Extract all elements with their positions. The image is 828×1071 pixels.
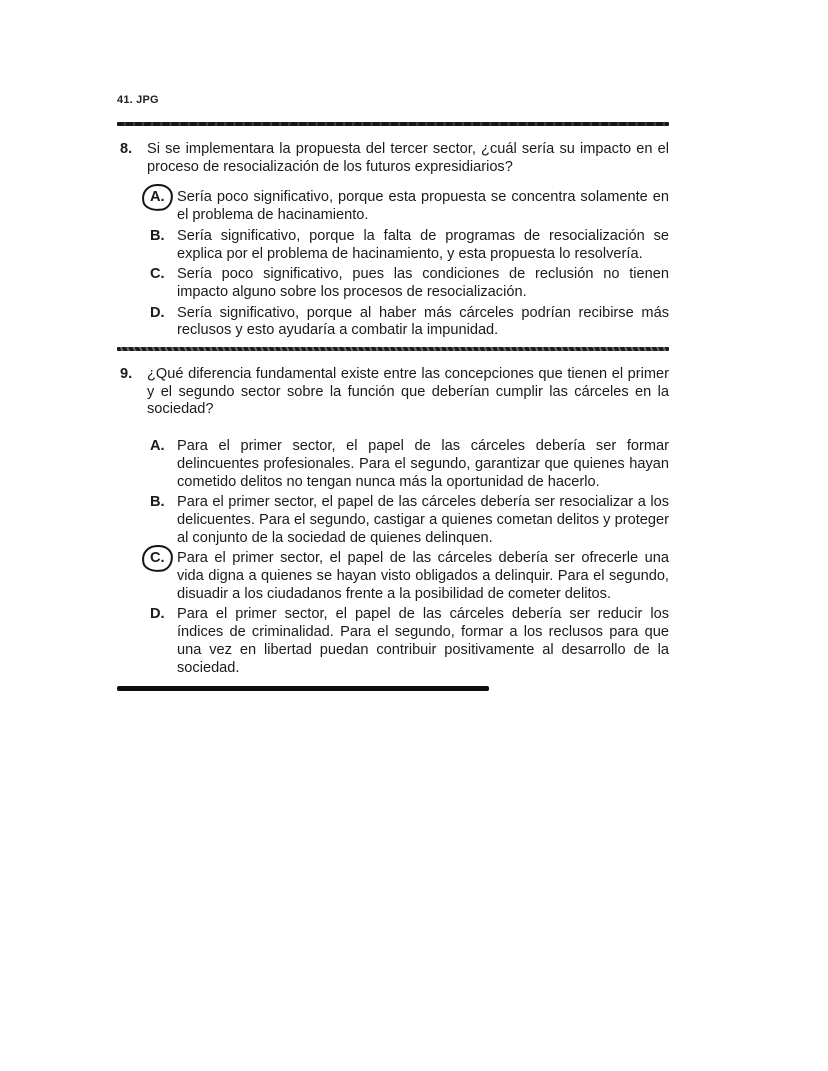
option-letter-circled: A.: [150, 189, 177, 224]
question-8-options: [150, 189, 669, 340]
option-row: [150, 305, 669, 340]
question-number: 8.: [120, 141, 133, 157]
option-letter: D.: [150, 606, 165, 623]
option-row: [150, 550, 669, 603]
option-letter-circled: C.: [150, 550, 177, 603]
file-label: 41. JPG: [117, 94, 159, 106]
option-text: Sería significativo, porque al haber más cárceles podrían recibirse más reclusos y esto ayudaría a combatir la impunidad.: [177, 304, 669, 339]
option-letter: D.: [150, 304, 165, 321]
question-number: 9.: [120, 366, 133, 383]
option-letter: A.: [150, 438, 165, 455]
scan-bar-bottom: [117, 686, 489, 691]
scan-rule-divider: [117, 347, 669, 351]
option-row: [150, 438, 669, 491]
option-letter: B.: [150, 494, 165, 511]
question-9: [117, 366, 669, 677]
scan-rule-top: [117, 122, 669, 126]
page-content: [117, 94, 669, 691]
question-8: [117, 141, 669, 340]
question-8-header: [117, 141, 669, 176]
option-text: Para el primer sector, el papel de las cárceles debería ser ofrecerle una vida digna a quienes se hayan visto obligados a delinquir. Para el segundo, disuadir a los ciudadanos frente a la posibilidad de cometer delitos.: [177, 550, 669, 602]
question-text: ¿Qué diferencia fundamental existe entre las concepciones que tienen el primer y el segundo sector sobre la función que deberían cumplir las cárceles en la sociedad?: [147, 366, 669, 418]
option-row: [150, 189, 669, 224]
option-text: Sería poco significativo, pues las condiciones de reclusión no tienen impacto alguno sobre los procesos de resocialización.: [177, 266, 669, 300]
question-9-header: [117, 366, 669, 419]
option-letter: B.: [150, 227, 165, 244]
option-text: Para el primer sector, el papel de las cárceles debería ser reducir los índices de criminalidad. Para el segundo, formar a los reclusos para que una vez en libertad puedan contribuir positivamente al desarrollo de la sociedad.: [177, 606, 669, 676]
question-9-options: [150, 438, 669, 677]
option-text: Sería poco significativo, porque esta propuesta se concentra solamente en el problema de hacinamiento.: [177, 189, 669, 224]
option-text: Para el primer sector, el papel de las cárceles debería ser formar delincuentes profesionales. Para el segundo, garantizar que quienes hayan cometido delitos no tengan nunca más la oportunidad de hacerlo.: [177, 438, 669, 490]
question-text: Si se implementara la propuesta del tercer sector, ¿cuál sería su impacto en el proceso de resocialización de los futuros expresidiarios?: [147, 141, 669, 175]
option-text: Para el primer sector, el papel de las cárceles debería ser resocializar a los delicuentes. Para el segundo, castigar a quienes cometan delitos y proteger al conjunto de la sociedad de quienes delinquen.: [177, 494, 669, 546]
option-letter: C.: [150, 266, 165, 283]
option-row: [150, 494, 669, 547]
option-text: Sería significativo, porque la falta de programas de resocialización se explica por el problema de hacinamiento, y esta propuesta lo resolvería.: [177, 227, 669, 262]
option-row: [150, 606, 669, 677]
option-row: [150, 228, 669, 263]
option-row: [150, 266, 669, 301]
